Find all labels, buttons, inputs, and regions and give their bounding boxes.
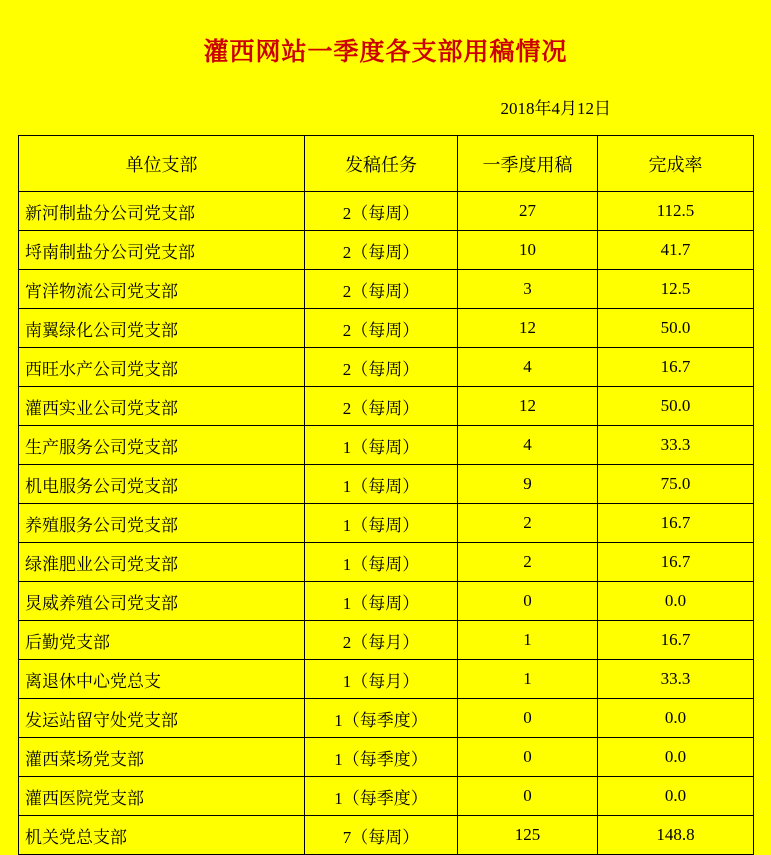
table-row [19, 387, 754, 426]
cell-unit: 西旺水产公司党支部 [19, 348, 305, 387]
cell-count: 4 [458, 426, 598, 465]
cell-rate: 12.5 [598, 270, 754, 309]
table-row [19, 660, 754, 699]
column-header-rate: 完成率 [598, 136, 754, 192]
cell-count: 12 [458, 309, 598, 348]
cell-task: 7（每周） [305, 816, 458, 855]
table-header [19, 136, 754, 192]
cell-task: 1（每季度） [305, 699, 458, 738]
cell-unit: 后勤党支部 [19, 621, 305, 660]
cell-unit: 离退休中心党总支 [19, 660, 305, 699]
cell-count: 2 [458, 504, 598, 543]
cell-task: 2（每周） [305, 270, 458, 309]
cell-rate: 16.7 [598, 543, 754, 582]
cell-task: 2（每月） [305, 621, 458, 660]
cell-task: 2（每周） [305, 387, 458, 426]
table-row [19, 777, 754, 816]
cell-task: 2（每周） [305, 309, 458, 348]
cell-rate: 112.5 [598, 192, 754, 231]
table-row [19, 309, 754, 348]
cell-unit: 灌西医院党支部 [19, 777, 305, 816]
cell-count: 0 [458, 777, 598, 816]
cell-rate: 33.3 [598, 660, 754, 699]
table-row [19, 504, 754, 543]
cell-unit: 灌西实业公司党支部 [19, 387, 305, 426]
cell-count: 12 [458, 387, 598, 426]
cell-count: 10 [458, 231, 598, 270]
cell-unit: 绿淮肥业公司党支部 [19, 543, 305, 582]
cell-unit: 新河制盐分公司党支部 [19, 192, 305, 231]
cell-rate: 0.0 [598, 699, 754, 738]
cell-rate: 148.8 [598, 816, 754, 855]
column-header-task: 发稿任务 [305, 136, 458, 192]
table-row [19, 426, 754, 465]
cell-count: 2 [458, 543, 598, 582]
table-row [19, 270, 754, 309]
cell-count: 3 [458, 270, 598, 309]
cell-count: 1 [458, 621, 598, 660]
table-header-row [19, 136, 754, 192]
cell-count: 0 [458, 582, 598, 621]
cell-count: 0 [458, 699, 598, 738]
cell-task: 1（每周） [305, 426, 458, 465]
cell-rate: 75.0 [598, 465, 754, 504]
report-table [18, 135, 754, 855]
cell-task: 1（每季度） [305, 738, 458, 777]
cell-rate: 0.0 [598, 738, 754, 777]
cell-task: 2（每周） [305, 231, 458, 270]
cell-unit: 南翼绿化公司党支部 [19, 309, 305, 348]
cell-rate: 41.7 [598, 231, 754, 270]
table-row [19, 543, 754, 582]
cell-task: 2（每周） [305, 192, 458, 231]
table-row [19, 348, 754, 387]
cell-unit: 养殖服务公司党支部 [19, 504, 305, 543]
cell-task: 1（每周） [305, 504, 458, 543]
cell-unit: 机关党总支部 [19, 816, 305, 855]
table-row [19, 231, 754, 270]
cell-count: 0 [458, 738, 598, 777]
table-row [19, 738, 754, 777]
cell-count: 27 [458, 192, 598, 231]
cell-rate: 16.7 [598, 348, 754, 387]
cell-task: 1（每月） [305, 660, 458, 699]
document-date: 2018年4月12日 [500, 99, 611, 118]
table-row [19, 699, 754, 738]
cell-unit: 埒南制盐分公司党支部 [19, 231, 305, 270]
cell-count: 125 [458, 816, 598, 855]
table-row [19, 582, 754, 621]
table-container [0, 119, 771, 855]
cell-unit: 生产服务公司党支部 [19, 426, 305, 465]
cell-count: 9 [458, 465, 598, 504]
table-row [19, 816, 754, 855]
cell-rate: 50.0 [598, 309, 754, 348]
cell-unit: 发运站留守处党支部 [19, 699, 305, 738]
cell-task: 1（每周） [305, 582, 458, 621]
cell-unit: 机电服务公司党支部 [19, 465, 305, 504]
cell-rate: 50.0 [598, 387, 754, 426]
page-title: 灌西网站一季度各支部用稿情况 [203, 39, 568, 66]
column-header-unit: 单位支部 [19, 136, 305, 192]
table-body [19, 192, 754, 855]
cell-task: 1（每周） [305, 465, 458, 504]
cell-task: 2（每周） [305, 348, 458, 387]
cell-count: 4 [458, 348, 598, 387]
cell-rate: 0.0 [598, 777, 754, 816]
cell-unit: 灌西菜场党支部 [19, 738, 305, 777]
table-row [19, 465, 754, 504]
cell-task: 1（每周） [305, 543, 458, 582]
cell-unit: 宵洋物流公司党支部 [19, 270, 305, 309]
cell-count: 1 [458, 660, 598, 699]
cell-rate: 0.0 [598, 582, 754, 621]
cell-rate: 16.7 [598, 504, 754, 543]
cell-task: 1（每季度） [305, 777, 458, 816]
column-header-count: 一季度用稿 [458, 136, 598, 192]
cell-rate: 16.7 [598, 621, 754, 660]
table-row [19, 192, 754, 231]
table-row [19, 621, 754, 660]
cell-unit: 炅威养殖公司党支部 [19, 582, 305, 621]
cell-rate: 33.3 [598, 426, 754, 465]
